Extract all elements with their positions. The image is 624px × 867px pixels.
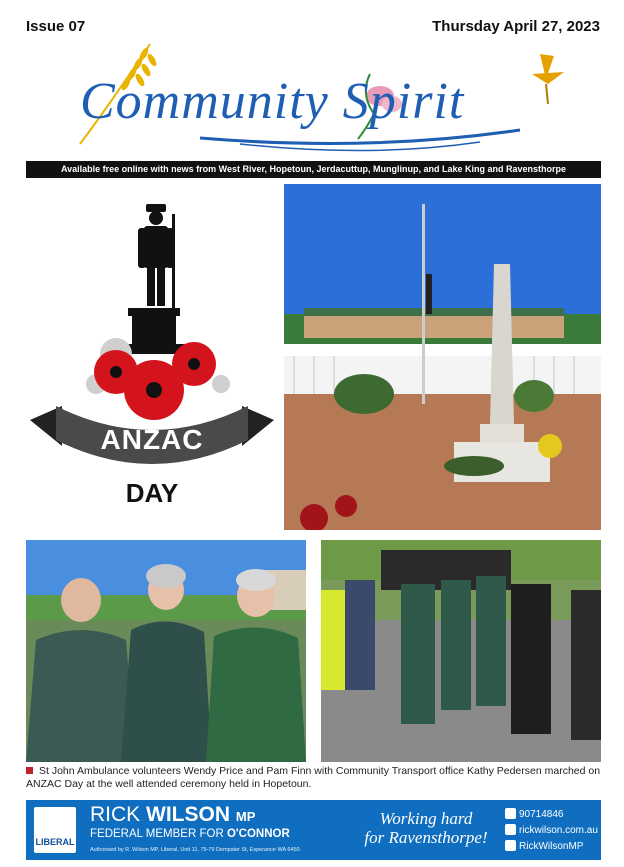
masthead-tagline: Available free online with news from West River, Hopetoun, Jerdacuttup, Munglinup, and Lake King and Ravensthorpe [26,161,601,178]
caption-text: St John Ambulance volunteers Wendy Price and Pam Finn with Community Transport office Kathy Pedersen marched on ANZAC Day at the well attended ceremony held in Hopetoun. [26,765,601,790]
advert-slogan-line2: for Ravensthorpe! [364,828,488,847]
caption-marker-icon [26,767,33,774]
facebook-icon [505,840,516,851]
advert-slogan-line1: Working hard [379,809,473,828]
issue-date: Thursday April 27, 2023 [432,18,600,35]
advert-website-row[interactable] [505,823,598,839]
issue-number: Issue 07 [26,18,86,35]
march-photo [321,540,601,762]
advert-phone: 90714846 [519,809,564,820]
memorial-photo [284,184,601,530]
advert-website: rickwilson.com.au [519,825,598,836]
advert-slogan [356,809,496,847]
rick-wilson-advert[interactable] [26,800,601,860]
liberal-logo: LIBERAL [34,807,76,853]
anzac-banner-text: ANZAC [100,424,204,455]
phone-icon [505,808,516,819]
advert-authorisation: Authorised by R. Wilson MP, Liberal, Unit 11, 75-79 Dempster St, Esperance WA 6450. [90,847,302,853]
anzac-day-text: DAY [125,478,179,508]
advert-social-row[interactable] [505,839,598,855]
masthead [40,34,600,154]
advert-electorate: O'CONNOR [226,828,290,840]
masthead-title: Community Spirit [80,73,465,130]
volunteers-photo [26,540,306,762]
advert-suffix: MP [235,809,256,824]
advert-role [90,828,290,840]
advert-phone-row[interactable] [505,807,598,823]
anzac-day-graphic [26,184,278,529]
advert-contacts [505,807,598,855]
advert-role-text: FEDERAL MEMBER FOR [90,828,224,840]
web-icon [505,824,516,835]
orchid-icon [532,54,564,104]
advert-first-name: RICK [90,803,141,826]
advert-social: RickWilsonMP [519,841,584,852]
advert-name [90,803,255,827]
photo-caption [26,765,601,791]
advert-last-name: WILSON [146,803,231,826]
